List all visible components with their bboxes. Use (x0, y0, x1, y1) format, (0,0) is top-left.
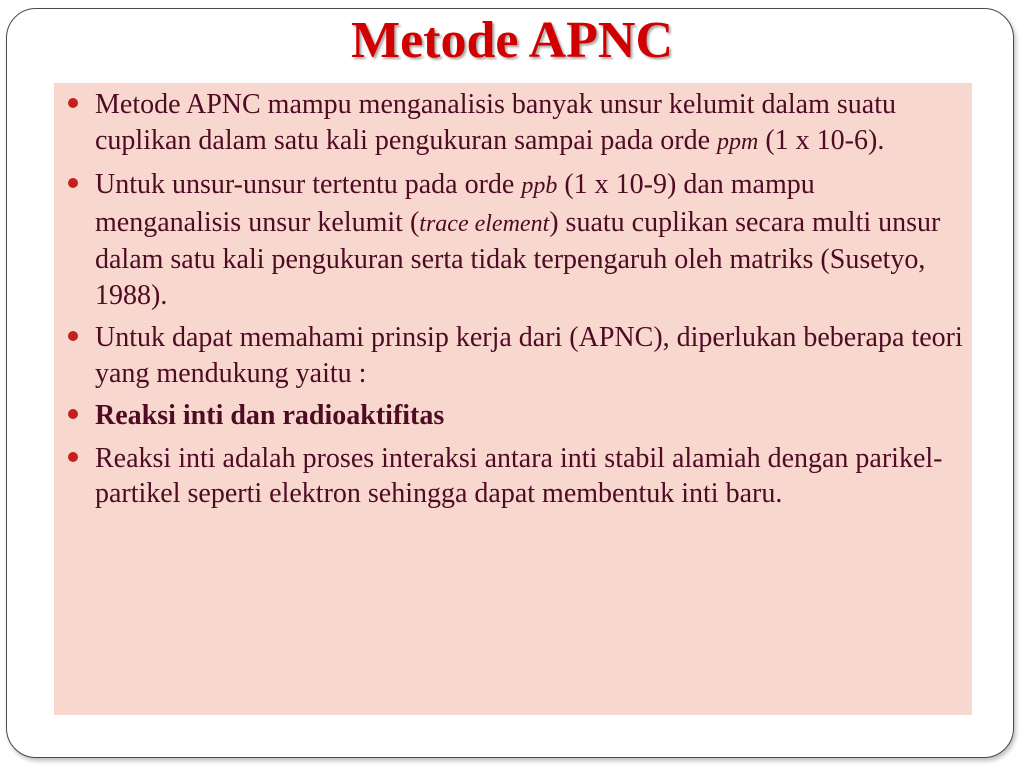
bullet-dot-icon (68, 98, 78, 108)
bullet-item-2 (68, 167, 964, 313)
bullet-2-text-end: ) suatu cuplikan secara multi unsur dalam satu kali pengukuran serta tidak terpengaruh oleh matriks (Susetyo, 1988). (95, 206, 941, 311)
bullet-3-text: Untuk dapat memahami prinsip kerja dari (APNC), diperlukan beberapa teori yang mendukung yaitu : (95, 322, 963, 389)
slide-title: Metode APNC (350, 12, 674, 69)
content-box (54, 83, 972, 715)
bullet-item-3 (68, 320, 964, 391)
bullet-dot-icon (68, 331, 78, 341)
bullet-item-4 (68, 398, 964, 434)
bullet-item-1 (68, 87, 964, 160)
bullet-1-text: Metode APNC mampu menganalisis banyak unsur kelumit dalam suatu cuplikan dalam satu kali pengukuran sampai pada orde (95, 89, 896, 156)
bullet-list (68, 87, 964, 512)
bullet-4-text: Reaksi inti dan radioaktifitas (95, 400, 445, 431)
bullet-2-italic-2: trace element (419, 210, 550, 237)
bullet-1-italic: ppm (717, 128, 759, 155)
bullet-1-text-end: (1 x 10-6). (758, 124, 885, 156)
bullet-5-text: Reaksi inti adalah proses interaksi antara inti stabil alamiah dengan parikel-partikel seperti elektron sehingga dapat membentuk inti baru. (95, 442, 943, 509)
bullet-2-italic: ppb (521, 173, 558, 199)
bullet-2-text-middle: (1 x 10-9) dan mampu menganalisis unsur kelumit ( (95, 169, 815, 238)
bullet-dot-icon (68, 409, 78, 419)
bullet-item-5 (68, 441, 964, 512)
bullet-dot-icon (68, 178, 78, 188)
bullet-2-text: Untuk unsur-unsur tertentu pada orde (95, 169, 522, 200)
bullet-dot-icon (68, 452, 78, 462)
